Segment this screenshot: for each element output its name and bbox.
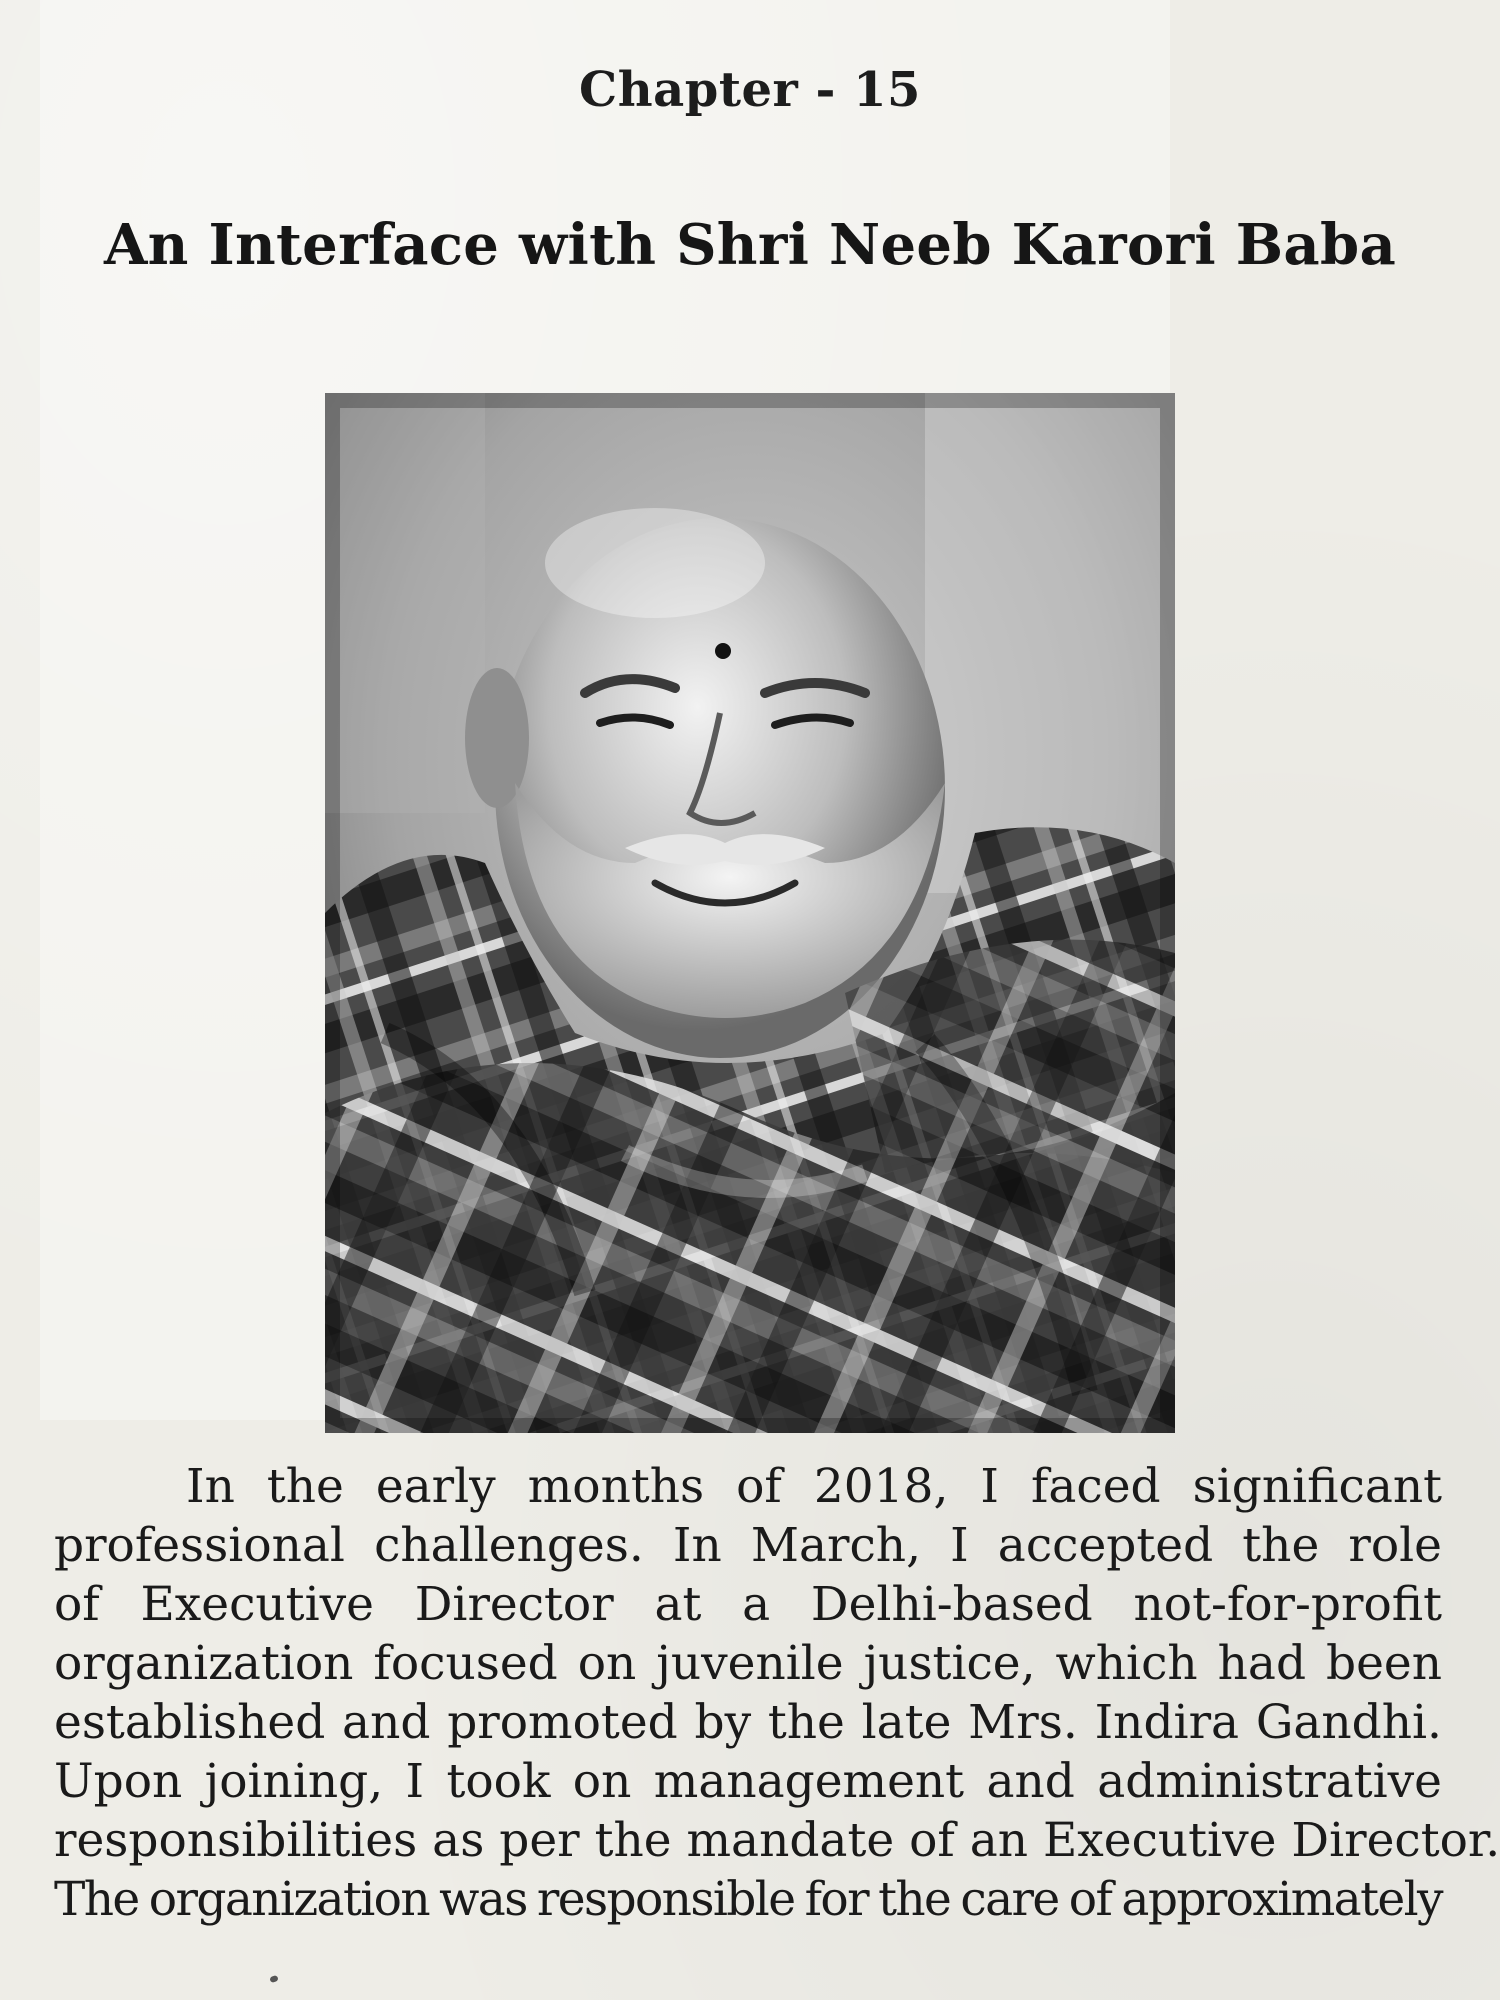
ink-speck: [269, 1975, 279, 1983]
chapter-title: An Interface with Shri Neeb Karori Baba: [103, 212, 1397, 278]
paragraph-line: The organization was responsible for the care of approximately: [54, 1872, 1442, 1927]
paragraph-line: of Executive Director at a Delhi-based not-for-profit: [54, 1577, 1442, 1632]
baba-photograph: [325, 393, 1175, 1433]
paragraph-line: professional challenges. In March, I accepted the role: [54, 1518, 1442, 1573]
portrait-image: [325, 393, 1175, 1433]
paragraph-line: Upon joining, I took on management and administrative: [54, 1754, 1442, 1809]
chapter-heading: Chapter - 15: [579, 62, 921, 118]
paragraph-line: responsibilities as per the mandate of an Executive Director.: [54, 1813, 1500, 1868]
paragraph-line: organization focused on juvenile justice, which had been: [54, 1636, 1442, 1691]
body-paragraph: [54, 1457, 1500, 1929]
paragraph-line: established and promoted by the late Mrs. Indira Gandhi.: [54, 1695, 1442, 1750]
paragraph-line: In the early months of 2018, I faced significant: [186, 1459, 1442, 1514]
